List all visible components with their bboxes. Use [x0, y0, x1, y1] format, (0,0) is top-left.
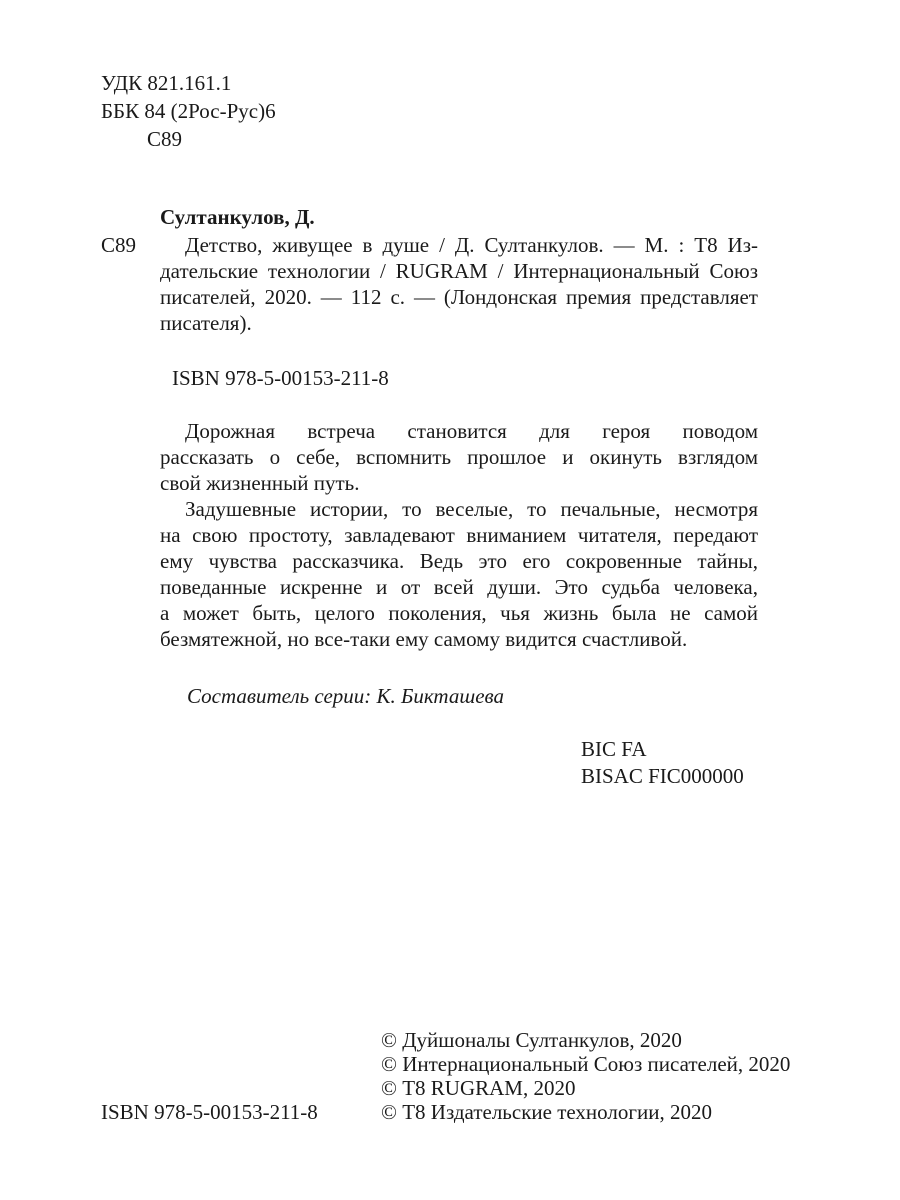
bib-description: [185, 232, 758, 258]
annotation-line: ему чувства рассказчика. Ведь это его сокровенные тайны,: [160, 549, 758, 573]
series-compiler: Составитель серии: К. Бикташева: [187, 684, 504, 708]
record-sign: С89: [101, 233, 137, 257]
copyright-line: © Дуйшоналы Султанкулов, 2020: [381, 1028, 682, 1052]
annotation-line: поведанные искренне и от всей души. Это судьба человека,: [160, 575, 758, 599]
bbk-code: ББК 84 (2Рос-Рус)6: [101, 99, 276, 123]
bib-description-line: писателя).: [160, 311, 252, 335]
footer-isbn: ISBN 978-5-00153-211-8: [101, 1100, 318, 1124]
annotation-paragraph-2: [160, 522, 758, 652]
annotation-line: свой жизненный путь.: [160, 471, 360, 495]
bib-description-line: Детство, живущее в душе / Д. Султанкулов. — М. : Т8 Из-: [185, 233, 758, 257]
copyright-line: © Интернациональный Союз писателей, 2020: [381, 1052, 791, 1076]
annotation-line: а может быть, целого поколения, чья жизнь была не самой: [160, 601, 758, 625]
annotation-paragraph-1: [160, 444, 758, 496]
isbn-main: ISBN 978-5-00153-211-8: [172, 366, 389, 390]
annotation-paragraph-2-first: [185, 496, 758, 522]
copyright-line: © Т8 RUGRAM, 2020: [381, 1076, 576, 1100]
annotation-line: Задушевные истории, то веселые, то печальные, несмотря: [185, 497, 758, 521]
udk-code: УДК 821.161.1: [101, 71, 232, 95]
annotation-line: на свою простоту, завладевают вниманием читателя, передают: [160, 523, 758, 547]
bib-description-line: писателей, 2020. — 112 с. — (Лондонская премия представляет: [160, 285, 758, 309]
annotation-line: рассказать о себе, вспомнить прошлое и окинуть взглядом: [160, 445, 758, 469]
author-sign: С89: [147, 127, 183, 151]
bisac-code: BISAC FIC000000: [581, 764, 744, 788]
copyright-line: © Т8 Издательские технологии, 2020: [381, 1100, 712, 1124]
bic-code: BIC FA: [581, 737, 647, 761]
annotation-line: Дорожная встреча становится для героя поводом: [185, 419, 758, 443]
bib-description-line: дательские технологии / RUGRAM / Интернациональный Союз: [160, 259, 758, 283]
annotation-paragraph-1-first: [185, 418, 758, 444]
bib-description-continued: [160, 258, 758, 336]
author-heading: Султанкулов, Д.: [160, 205, 315, 229]
annotation-line: безмятежной, но все-таки ему самому видится счастливой.: [160, 627, 688, 651]
